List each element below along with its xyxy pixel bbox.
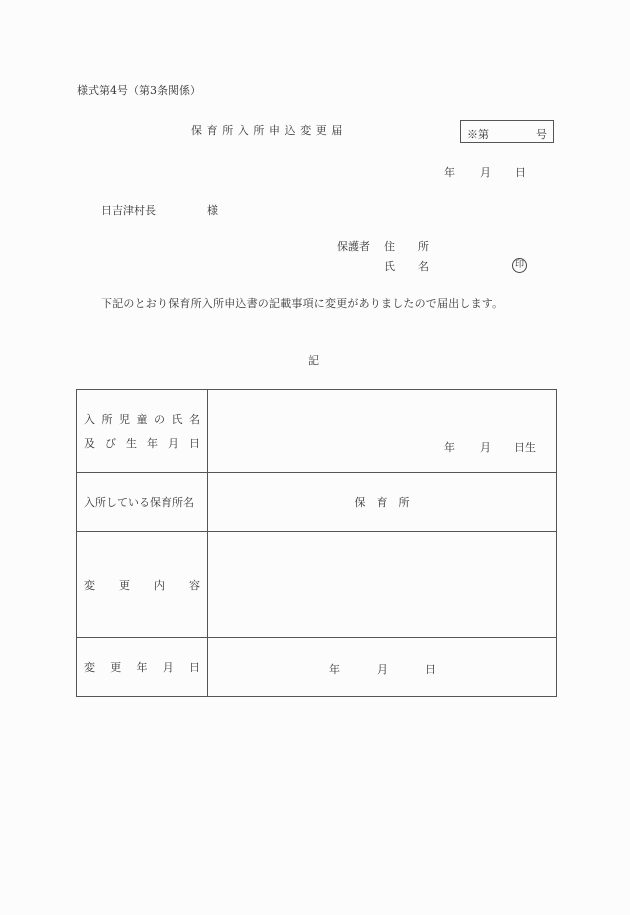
reception-prefix: ※第	[467, 128, 489, 141]
change-content-field[interactable]	[208, 532, 557, 638]
name-label: 氏 名	[384, 260, 435, 273]
table-row-nursery	[77, 473, 557, 532]
table-row-child-name	[77, 390, 557, 473]
guardian-label: 保護者	[337, 240, 370, 253]
addressee	[101, 204, 218, 217]
change-form-table	[76, 389, 557, 697]
label-child-name-dob	[77, 390, 208, 473]
dob-line: 年 月 日生	[444, 441, 536, 454]
label-line-1: 入 所 児 童 の 氏 名	[84, 413, 200, 426]
label-line-2: 及 び 生 年 月 日	[84, 437, 200, 450]
child-name-dob-field[interactable]	[208, 390, 557, 473]
label-change-content: 変 更 内 容	[77, 532, 208, 638]
date-month: 月	[480, 166, 491, 179]
label-current-nursery: 入所している保育所名	[77, 473, 208, 532]
submission-date	[0, 167, 630, 179]
record-heading: 記	[308, 354, 319, 367]
date-day: 日	[515, 166, 526, 179]
addressee-name: 日吉津村長	[101, 204, 156, 217]
change-date-line: 年 月 日	[329, 663, 436, 676]
table-row-change-content	[77, 532, 557, 638]
address-label: 住 所	[384, 240, 435, 253]
reception-suffix: 号	[536, 128, 547, 141]
date-year: 年	[444, 166, 455, 179]
nursery-name-field[interactable]: 保 育 所	[208, 473, 557, 532]
seal-icon: 印	[512, 258, 527, 273]
form-number: 様式第4号（第3条関係）	[77, 84, 201, 97]
statement-text: 下記のとおり保育所入所申込書の記載事項に変更がありましたので届出します。	[101, 297, 504, 310]
change-date-field[interactable]	[208, 638, 557, 697]
addressee-honorific: 様	[207, 204, 218, 217]
table-row-change-date	[77, 638, 557, 697]
reception-number-box	[460, 120, 554, 143]
document-title: 保育所入所申込変更届	[191, 124, 347, 137]
label-change-date: 変 更 年 月 日	[77, 638, 208, 697]
